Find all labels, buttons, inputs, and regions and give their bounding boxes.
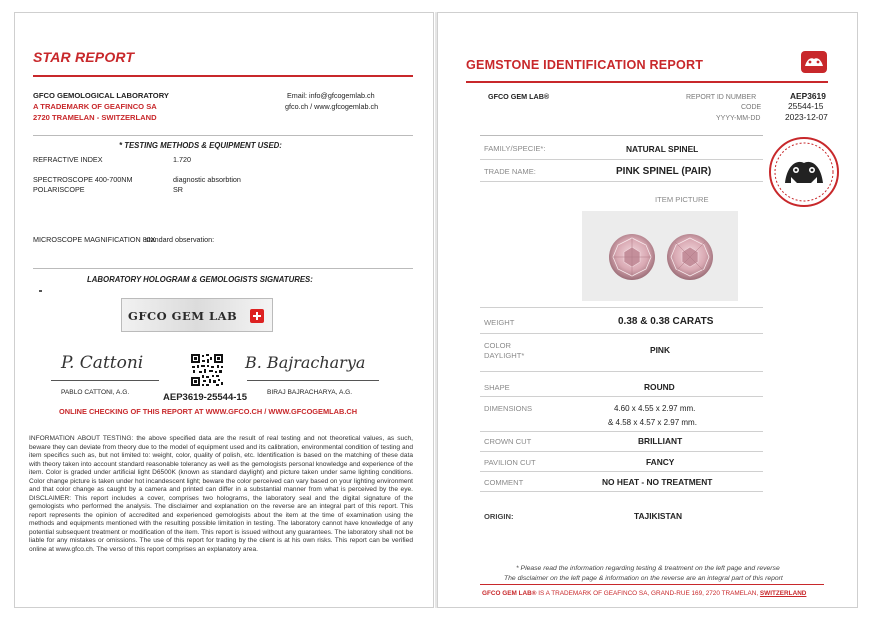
weight-label: WEIGHT xyxy=(484,318,515,327)
signature-name-left: PABLO CATTONI, A.G. xyxy=(61,389,130,396)
meta-label: REPORT ID NUMBER xyxy=(686,94,757,101)
section-rule xyxy=(480,135,763,136)
dimensions-label: DIMENSIONS xyxy=(484,404,533,413)
shape-value: ROUND xyxy=(644,382,675,392)
footnote-testing: * Please read the information regarding testing & treatment on the left page and reverse xyxy=(516,565,780,572)
footer-rule xyxy=(480,584,824,585)
dimensions-value-1: 4.60 x 4.55 x 2.97 mm. xyxy=(614,404,696,413)
lab-seal-icon xyxy=(771,139,837,205)
footer-trademark xyxy=(482,589,806,598)
identification-report-page xyxy=(437,12,858,608)
family-label: FAMILY/SPECIE*: xyxy=(484,144,546,153)
footnote-disclaimer: The disclaimer on the left page & information on the reverse are an integral part of this report xyxy=(504,575,783,582)
shape-label: SHAPE xyxy=(484,383,510,392)
signature-line xyxy=(247,380,379,381)
section-rule xyxy=(33,268,413,269)
lab-websites: gfco.ch / www.gfcogemlab.ch xyxy=(285,102,379,111)
item-picture-label: ITEM PICTURE xyxy=(655,195,709,204)
row-rule xyxy=(480,371,763,372)
pavilion-cut-value: FANCY xyxy=(646,457,675,467)
origin-label: ORIGIN: xyxy=(484,512,514,521)
test-label: MICROSCOPE MAGNIFICATION 80X xyxy=(33,235,156,244)
row-rule xyxy=(480,159,763,160)
trade-name-label: TRADE NAME: xyxy=(484,167,536,176)
gem-right xyxy=(667,234,713,280)
color-label: COLOR xyxy=(484,341,512,350)
signature-bajracharya: B. Bajracharya xyxy=(245,353,366,372)
comment-label: COMMENT xyxy=(484,478,524,487)
test-label: REFRACTIVE INDEX xyxy=(33,155,103,164)
crown-cut-value: BRILLIANT xyxy=(638,436,683,446)
signature-cattoni: P. Cattoni xyxy=(61,353,144,373)
trade-name-value: PINK SPINEL (PAIR) xyxy=(616,166,712,177)
hologram-text: GFCO GEM LAB xyxy=(128,309,238,323)
footer-brand: GFCO GEM LAB® xyxy=(482,590,537,597)
color-value: PINK xyxy=(650,345,671,355)
section-rule xyxy=(33,135,413,136)
test-value: 1.720 xyxy=(173,155,191,164)
test-value: standard observation: xyxy=(145,235,215,244)
family-value: NATURAL SPINEL xyxy=(626,144,699,154)
online-check-link[interactable]: ONLINE CHECKING OF THIS REPORT AT WWW.GFCO.CH / WWW.GFCOGEMLAB.CH xyxy=(59,407,358,416)
row-rule xyxy=(480,333,763,334)
title-rule xyxy=(466,81,828,83)
dimensions-value-2: & 4.58 x 4.57 x 2.97 mm. xyxy=(608,418,697,427)
title-rule xyxy=(33,75,413,77)
row-rule xyxy=(480,471,763,472)
weight-value: 0.38 & 0.38 CARATS xyxy=(618,316,714,327)
gfco-logo-icon xyxy=(801,51,827,73)
lab-trademark: A TRADEMARK OF GEAFINCO SA xyxy=(33,102,157,111)
daylight-label: DAYLIGHT* xyxy=(484,351,525,360)
lab-email: Email: info@gfcogemlab.ch xyxy=(287,91,375,100)
row-rule xyxy=(480,181,763,182)
test-value: SR xyxy=(173,185,183,194)
origin-value: TAJIKISTAN xyxy=(634,511,683,521)
testing-disclaimer: INFORMATION ABOUT TESTING: the above specified data are the result of real testing and not theoretical values, as such, beware they can deviate from theory due to the model of equipment used and its calibration, environmental condition of testing and item specifics such as, but not limited to: weight, color, quality of polish, etc. Identification is based on the matching of these data with theory taken into account standard reasonable tolerancy as well as the gemologists personal knowledge and experience of the item. Color is graded under artificial light D6500K (known as standard daylight) and picture taken under same lighting conditions. Color change picture is taken under hot incandescent light; beware the color perceived can vary based on your lighting environment and that color change as caught by a camera and printed can differ in a substantial manner from what is perceived by the eye. DISCLAIMER: This report includes a cover, comprises two holograms, the laboratory seal and the digital signature of the gemologists who performed the analysis. The disclaimer and explanation on the reverse are an integral part of this report. This report represents the opinion of accredited and experienced gemologists about the item at the time of examination using the methods and equipments mentioned with the resulting possible limitation in testing. The laboratory cannot have knowledge of any potential subsequent treatment or modification of the item. This report is issued without any guarantees. The laboratory shall not be liable for any mistakes or omissions. The use of this report for trading by the client is at his own risks. This report can be verified online at www.gfco.ch. The verso of this report comprises an explanatory area. xyxy=(29,435,413,553)
lab-name: GFCO GEMOLOGICAL LABORATORY xyxy=(33,91,169,100)
signature-name-right: BIRAJ BAJRACHARYA, A.G. xyxy=(267,389,353,396)
pavilion-cut-label: PAVILION CUT xyxy=(484,458,536,467)
comment-value: NO HEAT - NO TREATMENT xyxy=(602,477,713,487)
row-rule xyxy=(480,431,763,432)
star-report-page xyxy=(14,12,434,608)
qr-code-icon xyxy=(190,353,224,387)
footer-country: SWITZERLAND xyxy=(759,590,807,597)
test-value: diagnostic absorbtion xyxy=(173,175,241,184)
row-rule xyxy=(480,451,763,452)
item-picture xyxy=(582,211,738,301)
star-report-title: STAR REPORT xyxy=(33,49,135,65)
speck xyxy=(39,290,42,292)
row-rule xyxy=(480,491,763,492)
lab-address: 2720 TRAMELAN - SWITZERLAND xyxy=(33,113,157,122)
crown-cut-label: CROWN CUT xyxy=(484,437,532,446)
lab-brand: GFCO GEM LAB® xyxy=(488,92,550,101)
row-rule xyxy=(480,396,763,397)
spinel-pair-image xyxy=(582,211,738,301)
test-label: POLARISCOPE xyxy=(33,185,85,194)
swiss-cross-icon xyxy=(250,309,264,323)
meta-value: 25544-15 xyxy=(788,101,824,111)
report-title: GEMSTONE IDENTIFICATION REPORT xyxy=(466,58,704,72)
footer-address: IS A TRADEMARK OF GEAFINCO SA, GRAND-RUE 169, 2720 TRAMELAN, xyxy=(536,590,760,597)
gem-left xyxy=(609,234,655,280)
signature-line xyxy=(51,380,159,381)
lab-seal xyxy=(769,137,839,207)
report-code: AEP3619-25544-15 xyxy=(163,392,247,403)
test-label: SPECTROSCOPE 400-700NM xyxy=(33,175,133,184)
meta-value: AEP3619 xyxy=(790,91,826,101)
meta-label: YYYY-MM-DD xyxy=(716,115,761,122)
methods-heading: * TESTING METHODS & EQUIPMENT USED: xyxy=(119,141,282,150)
meta-value: 2023-12-07 xyxy=(785,112,828,122)
meta-label: CODE xyxy=(741,104,762,111)
row-rule xyxy=(480,307,763,308)
hologram xyxy=(121,298,273,332)
signatures-heading: LABORATORY HOLOGRAM & GEMOLOGISTS SIGNATURES: xyxy=(87,275,313,284)
